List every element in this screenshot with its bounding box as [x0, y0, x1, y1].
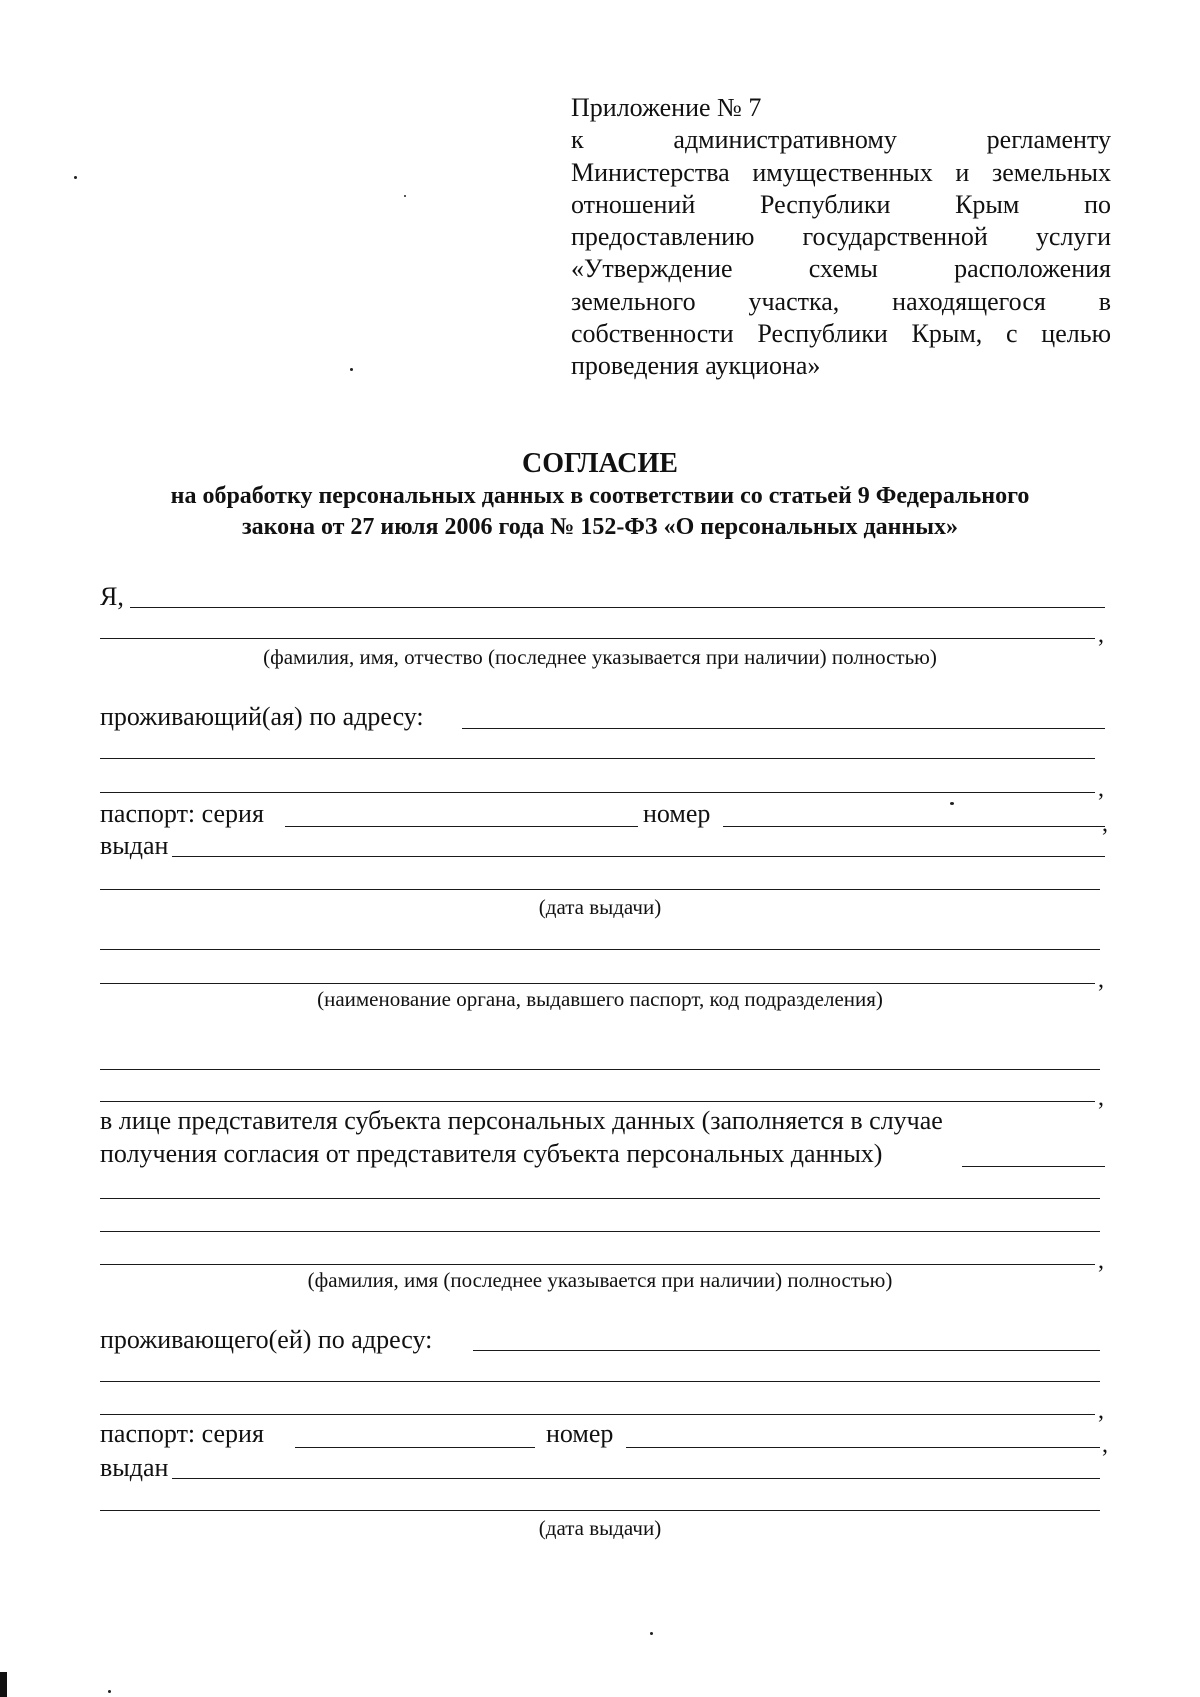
- subject-authority-caption: (наименование органа, выдавшего паспорт, код подразделения): [317, 987, 883, 1011]
- representative-passport-number-field[interactable]: [626, 1447, 1100, 1448]
- comma: ,: [1098, 622, 1104, 648]
- subject-passport-number-label: номер: [643, 799, 711, 828]
- representative-text-line1: в лице представителя субъекта персональных данных (заполняется в случае: [100, 1106, 943, 1135]
- representative-fio-field-3[interactable]: [100, 1264, 1095, 1265]
- scan-speck: [350, 368, 353, 371]
- extra-field-2[interactable]: [100, 1101, 1095, 1102]
- comma: ,: [1098, 967, 1104, 993]
- representative-passport-series-label: паспорт: серия: [100, 1419, 264, 1448]
- scan-speck: [950, 802, 954, 805]
- subject-issue-date-field[interactable]: [100, 889, 1100, 890]
- scan-edge-mark: [0, 1672, 7, 1697]
- comma: ,: [1098, 776, 1104, 802]
- representative-issue-date-caption: (дата выдачи): [538, 1516, 662, 1540]
- comma: ,: [1102, 811, 1108, 837]
- annex-line: «Утверждение схемы расположения: [571, 254, 1111, 284]
- representative-text-line2: получения согласия от представителя субъекта персональных данных): [100, 1139, 883, 1168]
- document-title: [90, 447, 1110, 543]
- comma: ,: [1102, 1432, 1108, 1458]
- subject-authority-field[interactable]: [100, 949, 1100, 950]
- subject-passport-series-field[interactable]: [285, 826, 638, 827]
- representative-fio-field-2[interactable]: [100, 1231, 1100, 1232]
- representative-passport-series-field[interactable]: [295, 1447, 535, 1448]
- comma: ,: [1098, 1398, 1104, 1424]
- subject-address-field-3[interactable]: [100, 792, 1095, 793]
- representative-field-inline[interactable]: [962, 1166, 1105, 1167]
- representative-address-field-3[interactable]: [100, 1414, 1095, 1415]
- subject-issue-date-caption: (дата выдачи): [538, 895, 662, 919]
- subject-issued-label: выдан: [100, 831, 169, 860]
- subject-passport-series-label: паспорт: серия: [100, 799, 264, 828]
- scan-speck: [650, 1632, 653, 1635]
- comma: ,: [1098, 1085, 1104, 1111]
- scan-speck: [108, 1690, 111, 1693]
- representative-address-field[interactable]: [473, 1350, 1100, 1351]
- annex-line: предоставлению государственной услуги: [571, 222, 1111, 252]
- annex-line: Приложение № 7: [571, 93, 762, 122]
- title-subtitle-line2: закона от 27 июля 2006 года № 152-ФЗ «О персональных данных»: [241, 514, 959, 540]
- representative-address-label: проживающего(ей) по адресу:: [100, 1325, 433, 1354]
- subject-address-field-2[interactable]: [100, 758, 1095, 759]
- representative-address-field-2[interactable]: [100, 1381, 1100, 1382]
- subject-address-field[interactable]: [462, 728, 1105, 729]
- representative-fio-field-1[interactable]: [100, 1198, 1100, 1199]
- annex-line: отношений Республики Крым по: [571, 189, 1111, 219]
- annex-line: к административному регламенту: [571, 125, 1111, 155]
- annex-header: [571, 92, 1111, 383]
- representative-issued-label: выдан: [100, 1453, 169, 1482]
- scan-speck: [404, 195, 406, 197]
- subject-fio-caption: (фамилия, имя, отчество (последнее указывается при наличии) полностью): [263, 645, 937, 669]
- representative-issued-field[interactable]: [172, 1478, 1100, 1479]
- subject-address-label: проживающий(ая) по адресу:: [100, 702, 424, 731]
- title-heading: СОГЛАСИЕ: [522, 448, 678, 479]
- annex-line: собственности Республики Крым, с целью: [571, 319, 1111, 349]
- comma: ,: [1098, 1248, 1104, 1274]
- subject-issued-field[interactable]: [172, 856, 1105, 857]
- annex-line: Министерства имущественных и земельных: [571, 157, 1111, 187]
- annex-line: земельного участка, находящегося в: [571, 286, 1111, 316]
- extra-field-1[interactable]: [100, 1069, 1100, 1070]
- annex-line: проведения аукциона»: [571, 351, 821, 381]
- representative-fio-caption: (фамилия, имя (последнее указывается при наличии) полностью): [307, 1268, 893, 1292]
- representative-passport-number-label: номер: [546, 1419, 614, 1448]
- title-subtitle-line1: на обработку персональных данных в соответствии со статьей 9 Федерального: [170, 483, 1030, 509]
- representative-issue-date-field[interactable]: [100, 1510, 1100, 1511]
- subject-fio-field[interactable]: [130, 607, 1105, 608]
- subject-authority-field-2[interactable]: [100, 983, 1095, 984]
- subject-fio-field-2[interactable]: [100, 638, 1095, 639]
- subject-passport-number-field[interactable]: [723, 826, 1105, 827]
- scan-speck: [74, 176, 77, 179]
- i-label: Я,: [100, 582, 124, 611]
